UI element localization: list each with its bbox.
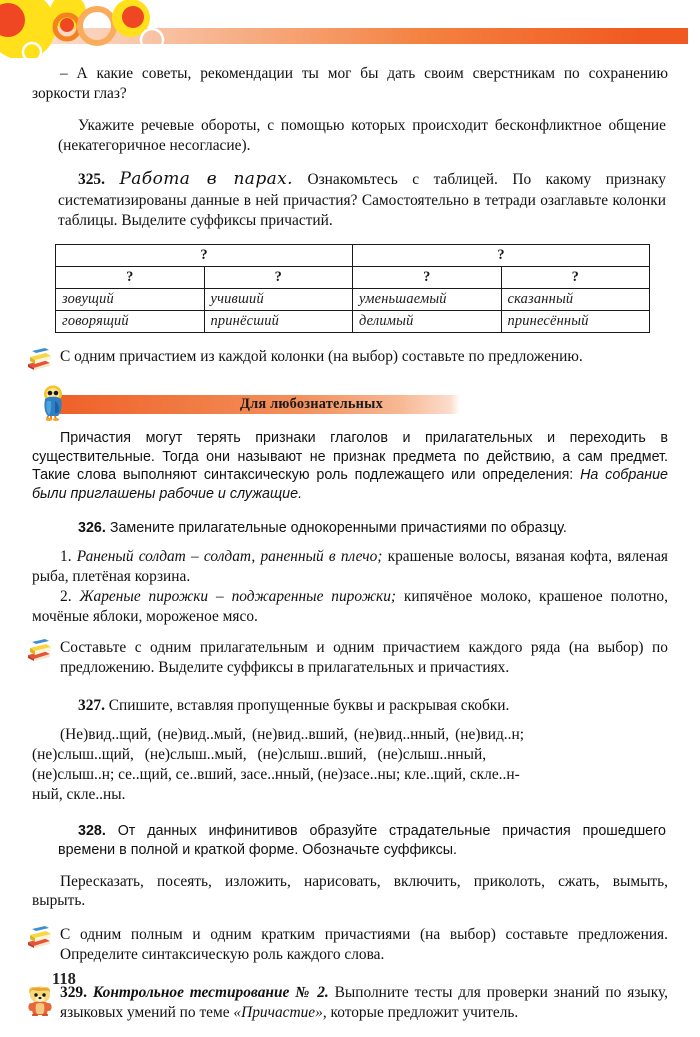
- column-header-cell-2: ?: [204, 267, 353, 289]
- exercise-326-item1-number: 1.: [60, 547, 72, 565]
- column-header-cell-1: ?: [56, 267, 205, 289]
- exercise-327-line-1: (Не)вид..щий, (не)вид..мый, (не)вид..вший, (не)вид..нный, (не)вид..н;: [60, 725, 524, 743]
- table-cell: зовущий: [56, 289, 205, 311]
- table-cell: говорящий: [56, 311, 205, 333]
- task-after-328: [24, 925, 668, 965]
- column-header-cell-3: ?: [353, 267, 502, 289]
- exercise-326-item-2: [32, 587, 668, 627]
- intro-dialogue-question: – А какие советы, рекомендации ты мог бы дать своим сверстникам по сохранению зоркости глаз?: [32, 65, 668, 102]
- table-row: [56, 311, 650, 333]
- exercise-326-item1-example: Раненый солдат – солдат, раненный в плечо;: [76, 547, 383, 565]
- task-after-326: [24, 638, 668, 678]
- exercise-325-number: 325.: [78, 171, 105, 189]
- interest-paragraph: [32, 429, 668, 503]
- exercise-329-title: Контрольное тестирование № 2.: [92, 984, 329, 1002]
- exercise-326-item2-example: Жареные пирожки – поджаренные пирожки;: [79, 587, 397, 605]
- table-group-header-row: [56, 245, 650, 267]
- exercise-327-text: Спишите, вставляя пропущенные буквы и раскрывая скобки.: [108, 697, 510, 715]
- task-after-table: [24, 347, 668, 377]
- exercise-327-number: 327.: [78, 697, 105, 715]
- exercise-325-heading: [58, 169, 666, 231]
- task-after-328-text: С одним полным и одним кратким причастиями (на выбор) составьте предложения. Определите синтаксическую роль каждого слова.: [60, 926, 668, 964]
- table-cell: принёсший: [204, 311, 353, 333]
- grammar-table-wrapper: [55, 244, 700, 333]
- exercise-326-text: Замените прилагательные однокоренными причастиями по образцу.: [109, 520, 567, 537]
- exercise-325-script-label: Работа в парах.: [119, 169, 293, 190]
- table-cell: делимый: [353, 311, 502, 333]
- exercise-328-heading: [58, 822, 666, 859]
- exercise-326-item2-rest: кипячёное молоко, крашеное полотно, мочёные яблоки, мороженое мясо.: [32, 587, 668, 625]
- interest-banner-label: Для любознательных: [240, 396, 383, 413]
- exercise-329: [24, 983, 668, 1023]
- books-icon: [24, 347, 56, 377]
- exercise-327-line-3: (не)слыш..н; се..щий, се..вший, засе..нный, (не)засе..ны; кле..щий, скле..н-: [32, 765, 520, 783]
- exercise-327-words: [32, 725, 668, 804]
- exercise-326-item-1: [32, 547, 668, 587]
- column-header-cell-4: ?: [501, 267, 650, 289]
- table-cell: уменьшаемый: [353, 289, 502, 311]
- exercise-329-text: [56, 983, 668, 1023]
- interest-paragraph-example: На собрание были приглашены рабочие и служащие.: [32, 467, 668, 502]
- interest-banner: [24, 391, 700, 417]
- exercise-326-number: 326.: [78, 520, 106, 537]
- group-header-cell-2: ?: [353, 245, 650, 267]
- exercise-326-heading: [58, 519, 666, 538]
- page-content: [0, 58, 700, 1023]
- table-row: [56, 289, 650, 311]
- exercise-326-item2-number: 2.: [60, 587, 72, 605]
- exercise-329-number: 329.: [60, 984, 87, 1002]
- header-circles-graphic: [0, 0, 340, 58]
- table-cell: сказанный: [501, 289, 650, 311]
- exercise-328-text: От данных инфинитивов образуйте страдательные причастия прошедшего времени в полной и краткой форме. Обозначьте суффиксы.: [58, 823, 666, 858]
- exercise-326-item1-rest: крашеные волосы, вязаная кофта, вяленая рыба, плетёная корзина.: [32, 547, 668, 585]
- page-number: 118: [52, 969, 76, 988]
- table-cell: принесённый: [501, 311, 650, 333]
- books-icon: [24, 925, 56, 955]
- exercise-329-text-part1: Выполните тесты для проверки знаний по языку, языковых умений по теме: [60, 984, 669, 1021]
- exercise-327-line-4: ный, скле..ны.: [32, 785, 126, 803]
- page-header-decoration: [0, 0, 700, 58]
- exercise-327-heading: [58, 696, 666, 716]
- interest-paragraph-part1: Причастия могут терять признаки глаголов и прилагательных и переходить в существительные. Тогда они называют не признак предмета по действию, а сам предмет. Такие слова выполняют синтаксическую роль подлежащего или определения:: [32, 430, 668, 484]
- exercise-329-topic: «Причастие»: [233, 1003, 323, 1021]
- participles-table: [55, 244, 650, 333]
- task-after-table-text: С одним причастием из каждой колонки (на выбор) составьте по предложению.: [60, 348, 583, 366]
- exercise-325-text: Ознакомьтесь с таблицей. По какому признаку систематизированы данные в ней причастия? Самостоятельно в тетради озаглавьте колонки таблицы. Выделите суффиксы причастий.: [58, 171, 666, 230]
- exercise-327-line-2: (не)слыш..щий, (не)слыш..мый, (не)слыш..вший, (не)слыш..нный,: [32, 745, 487, 763]
- table-column-header-row: [56, 267, 650, 289]
- intro-instruction: Укажите речевые обороты, с помощью которых происходит бесконфликтное общение (некатегоричное несогласие).: [58, 116, 666, 154]
- owl-icon: [40, 385, 66, 426]
- group-header-cell-1: ?: [56, 245, 353, 267]
- books-icon: [24, 638, 56, 668]
- exercise-329-text-part2: , которые предложит учитель.: [322, 1003, 519, 1021]
- exercise-328-number: 328.: [78, 823, 106, 840]
- table-cell: учивший: [204, 289, 353, 311]
- task-after-326-text: Составьте с одним прилагательным и одним причастием каждого ряда (на выбор) по предложению. Выделите суффиксы в прилагательных и причастиях.: [60, 639, 668, 677]
- exercise-328-verbs: Пересказать, посеять, изложить, нарисовать, включить, приколоть, сжать, вымыть, вырыть.: [32, 872, 668, 910]
